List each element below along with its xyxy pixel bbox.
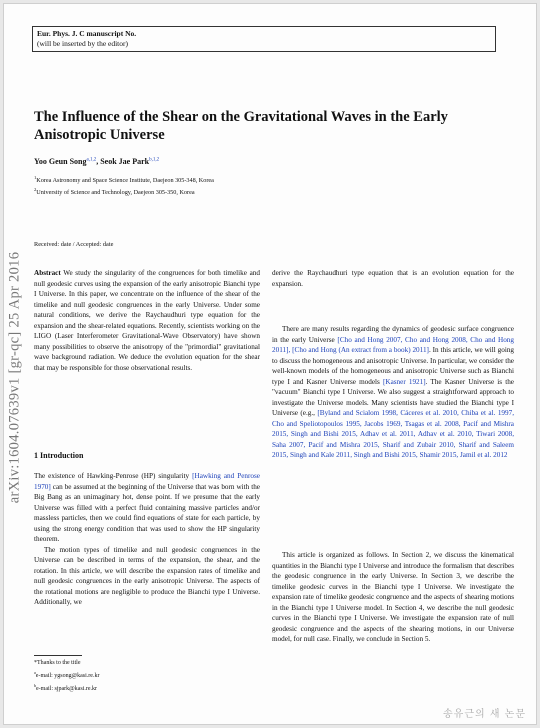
right-column-outline <box>272 550 514 645</box>
watermark-caption: 송유근의 새 논문 <box>443 709 526 720</box>
paragraph <box>272 324 514 461</box>
abstract-label: Abstract <box>34 269 61 277</box>
author-name: Yoo Geun Song <box>34 157 87 166</box>
affiliation-text: Korea Astronomy and Space Science Institute, Daejeon 305-348, Korea <box>36 177 214 185</box>
abstract <box>34 268 260 373</box>
citation-link[interactable]: [Byland and Scialom 1998, Cáceres et al. 2010, Chiba et al. 1997, Cho and Speliotopoulos 1995, Jacobs 1969, Tsagas et al. 2008, Pacif and Mishra 2015, Singh and Bishi 2015, Adhav et al. 2011, Adhav et al. 2010, Tiwari 2008, Saha 2007, Pacif and Mishra 2015, Sharif and Zubair 2010, Sharif and Saleem 2015, Singh and Kale 2011, Singh and Bishi 2015, Shamir 2015, Jamil et al. 2012 <box>272 409 514 459</box>
footnotes <box>34 658 99 694</box>
author-line <box>34 157 159 166</box>
paper-title: The Influence of the Shear on the Gravitational Waves in the Early Anisotropic Universe <box>34 109 448 143</box>
citation-link[interactable]: [Cho and Hong 2007, Cho and Hong 2008, Cho and Hong 2011], [Cho and Hong (An extract from a book) 2011] <box>272 335 514 354</box>
email-text: e-mail: ygsong@kasi.re.kr <box>35 673 100 679</box>
email-text: e-mail: sjpark@kasi.re.kr <box>36 686 98 692</box>
footnote-marker: a <box>34 670 36 675</box>
affiliation-marker: 1 <box>34 175 37 180</box>
citation-link[interactable]: [Hawking and Penrose 1970] <box>34 472 260 491</box>
footnote-marker: b <box>34 683 36 688</box>
text-run: . In this article, we will going to discuss the homogeneous and anisotropic Universe. In particular, we consider the well-known models of the homogeneous and anisotropic Universe such as Bianchi type I and Kasner Universe models <box>272 346 515 386</box>
affiliation <box>34 186 214 198</box>
journal-note: (will be inserted by the editor) <box>37 39 129 48</box>
received-date: Received: date / Accepted: date <box>34 241 114 248</box>
paper-page <box>3 3 537 725</box>
author-superscript[interactable]: a,1,2 <box>86 157 97 163</box>
paragraph: derive the Raychaudhuri type equation that is an evolution equation for the expansion. <box>272 269 514 288</box>
affiliations <box>34 174 214 197</box>
author-name: Seok Jae Park <box>100 157 150 166</box>
footnote-thanks: *Thanks to the title <box>34 660 81 666</box>
footnote-email <box>34 668 99 681</box>
footnote-email <box>34 681 99 694</box>
right-column-related-work <box>272 324 514 461</box>
paragraph: The motion types of timelike and null geodesic congruences in the Universe can be described in terms of the expansion, the shear, and the rotation. In this article, we will describe the expansion rates of timelike and null geodesic congruences in the early anisotropic Universe. The aspects of the rotational motions are negligible to produce the Bianchi type I Universe. Additionally, we <box>34 545 260 606</box>
affiliation <box>34 174 214 186</box>
text-run: . The Kasner Universe is the "vacuum" Bianchi type I Universe. We also suggest a straightforward approach to investigate the Universe models. Many scientists have studied the Bianchi type I Universe (e.g., <box>272 377 514 417</box>
affiliation-text: University of Science and Technology, Daejeon 305-350, Korea <box>36 188 195 196</box>
paragraph <box>34 471 260 545</box>
author-superscript[interactable]: b,1,2 <box>149 157 160 163</box>
affiliation-marker: 2 <box>34 186 37 192</box>
arxiv-id: arXiv:1604.07639v1 [gr-qc] 25 Apr 2016 <box>6 251 23 503</box>
journal-header-box <box>32 26 496 52</box>
text-run: can be assumed at the beginning of the Universe that was born with the Big Bang as an unimaginary hot, dense point. If we presume that the early Universe was filled with a perfect fluid containing massive particles and/or massless particles, then we could find equations of state for each particle, by using the strong energy condition that was used to show the HP singularity theorem. <box>34 482 260 543</box>
introduction-body <box>34 471 260 608</box>
right-column-top <box>272 268 514 289</box>
abstract-text: We study the singularity of the congruences for both timelike and null geodesic curves using the expansion of the early anisotropic Bianchi type I Universe. In this paper, we concentrate on the influence of the shear of the timelike and null geodesic congruences in the early Universe. Under some natural conditions, we derive the Raychaudhuri type equation for the expansion and the shear-related equations. Recently, scientists working on the LIGO (Laser Interferometer Gravitational-Wave Observatory) have shown many possibilities to observe the anisotropy of the "primordial" gravitational wave background radiation. We deduce the evolution equation for the shear that may be responsible for those observational results. <box>34 269 260 372</box>
text-run: There are many results regarding the dynamics of geodesic surface congruence in the early Universe <box>272 325 514 344</box>
section-heading-introduction: 1 Introduction <box>34 451 84 460</box>
citation-link[interactable]: [Kasner 1921] <box>382 377 426 386</box>
journal-name: Eur. Phys. J. C manuscript No. <box>37 29 137 38</box>
arxiv-stamp <box>4 232 26 522</box>
author-separator: , <box>96 157 101 166</box>
footnote-rule <box>34 655 82 656</box>
text-run: The existence of Hawking-Penrose (HP) singularity <box>34 472 193 480</box>
paragraph: This article is organized as follows. In Section 2, we discuss the kinematical quantities in the Bianchi type I Universe and introduce the formalism that describes the geodesic congruence in the early Universe. In Section 3, we describe the timelike geodesic curves in the Bianchi type I Universe. We investigate the expansion rate of timelike geodesic congruence and the aspects of shearing motions in the Bianchi type I Universe model. In Section 4, we describe the null geodesic curves in the Bianchi type I Universe. We investigate the expansion rate of null geodesic congruence and the aspects of the shearing motions, in our Universe model, for null case. Finally, we conclude in Section 5. <box>272 551 514 643</box>
